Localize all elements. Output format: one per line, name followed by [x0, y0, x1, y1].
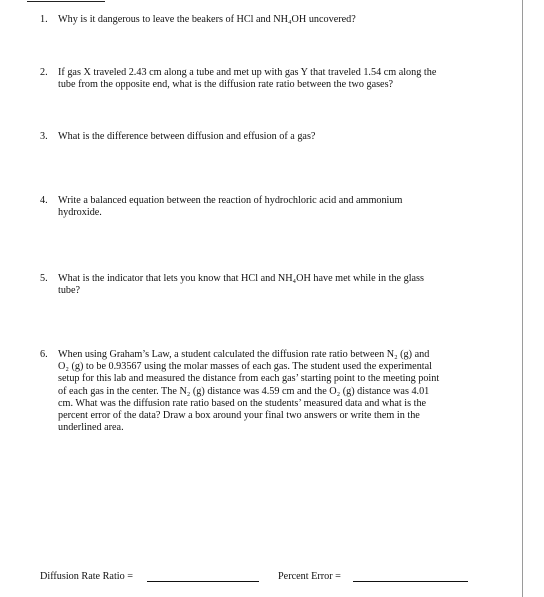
- question-line: What is the indicator that lets you know that HCl and NH₄OH have met while in the glass: [58, 273, 424, 284]
- percent-error-answer-line[interactable]: [353, 581, 468, 582]
- question-line: Write a balanced equation between the reaction of hydrochloric acid and ammonium: [58, 195, 403, 206]
- question-line: cm. What was the diffusion rate ratio based on the students’ measured data and what is the: [58, 397, 427, 409]
- question-number: 4.: [40, 195, 48, 206]
- question-line: percent error of the data? Draw a box around your final two answers or write them in the: [58, 410, 420, 422]
- question-text: [58, 131, 480, 143]
- question-3: [40, 131, 480, 143]
- question-1: [40, 14, 480, 26]
- question-4: [40, 195, 480, 219]
- question-line: tube from the opposite end, what is the diffusion rate ratio between the two gases?: [58, 79, 394, 91]
- question-5: [40, 273, 480, 297]
- percent-error-label: Percent Error =: [278, 571, 341, 582]
- question-6: [40, 349, 480, 434]
- question-number: 5.: [40, 273, 48, 284]
- question-line: When using Graham’s Law, a student calculated the diffusion rate ratio between N₂ (g) and: [58, 349, 430, 360]
- question-line: tube?: [58, 285, 81, 297]
- top-rule: [27, 1, 105, 2]
- question-number: 3.: [40, 131, 48, 142]
- question-line: If gas X traveled 2.43 cm along a tube and met up with gas Y that traveled 1.54 cm along the: [58, 67, 437, 78]
- question-2: [40, 67, 480, 91]
- question-line: underlined area.: [58, 422, 124, 434]
- question-number: 1.: [40, 14, 48, 25]
- question-line: What is the difference between diffusion and effusion of a gas?: [58, 131, 316, 142]
- question-number: 6.: [40, 349, 48, 360]
- question-line: O₂ (g) to be 0.93567 using the molar masses of each gas. The student used the experimental: [58, 361, 432, 373]
- diffusion-rate-ratio-label: Diffusion Rate Ratio =: [40, 571, 133, 582]
- question-text: [58, 195, 480, 219]
- question-line: setup for this lab and measured the distance from each gas’ starting point to the meeting point: [58, 373, 440, 385]
- answer-area: [40, 570, 510, 584]
- question-number: 2.: [40, 67, 48, 78]
- question-text: [58, 349, 480, 434]
- question-text: [58, 67, 480, 91]
- diffusion-rate-ratio-answer-line[interactable]: [147, 581, 259, 582]
- question-text: [58, 14, 480, 26]
- question-line: of each gas in the center. The N₂ (g) distance was 4.59 cm and the O₂ (g) distance was 4.01: [58, 385, 430, 397]
- question-text: [58, 273, 480, 297]
- question-line: Why is it dangerous to leave the beakers of HCl and NH₄OH uncovered?: [58, 14, 356, 25]
- question-line: hydroxide.: [58, 207, 102, 219]
